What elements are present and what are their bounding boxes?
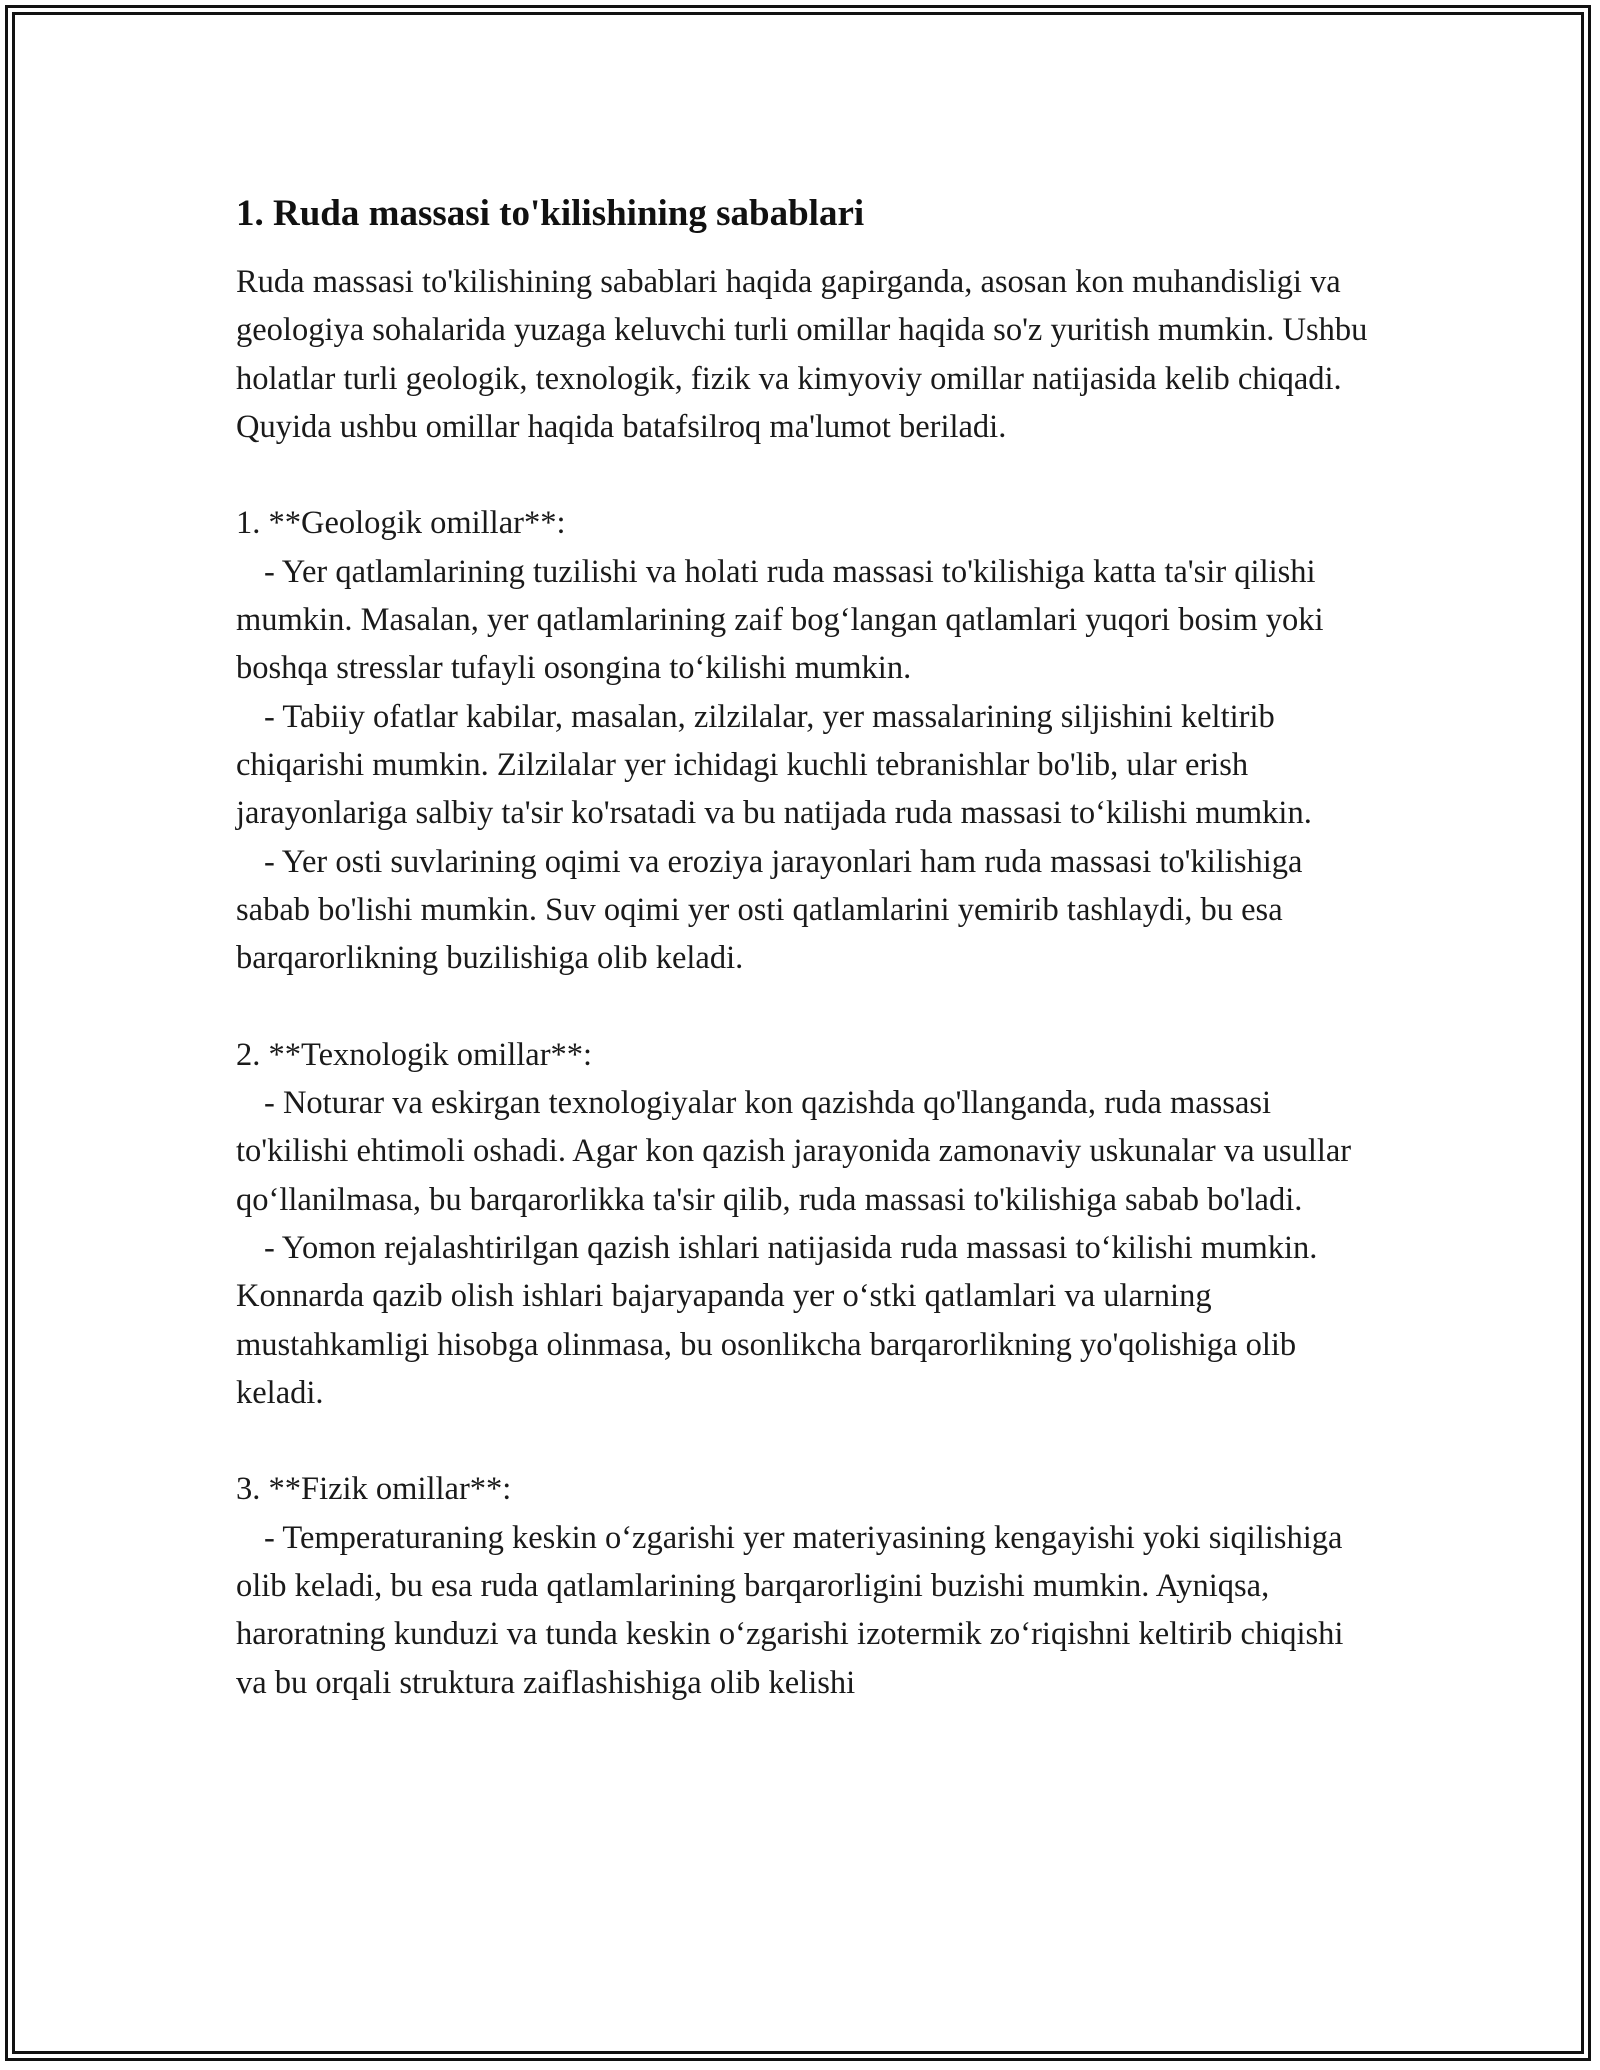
list-item: - Yomon rejalashtirilgan qazish ishlari natijasida ruda massasi to‘kilishi mumkin. Konnarda qazib olish ishlari bajaryapanda yer o‘stki qatlamlari va ularning mustahkamligi hisobga olinmasa, bu osonlikcha barqarorlikning yo'qolishiga olib keladi. [236,1229,1326,1411]
page-title: 1. Ruda massasi to'kilishining sabablari [236,193,865,234]
list-item: - Tabiiy ofatlar kabilar, masalan, zilzilalar, yer massalarining siljishini keltirib chiqarishi mumkin. Zilzilalar yer ichidagi kuchli tebranishlar bo'lib, ular erish jarayonlariga salbiy ta'sir ko'rsatadi va bu natijada ruda massasi to‘kilishi mumkin. [236,698,1312,832]
paragraph-spacer [236,451,1376,499]
intro-paragraph: Ruda massasi to'kilishining sabablari haqida gapirganda, asosan kon muhandisligi va geologiya sohalarida yuzaga keluvchi turli omillar haqida so'z yuritish mumkin. Ushbu holatlar turli geologik, texnologik, fizik va kimyoviy omillar natijasida kelib chiqadi. Quyida ushbu omillar haqida batafsilroq ma'lumot beriladi. [236,264,1376,445]
document-body [236,190,1376,1707]
list-item: - Yer osti suvlarining oqimi va eroziya jarayonlari ham ruda massasi to'kilishiga sabab bo'lishi mumkin. Suv oqimi yer osti qatlamlarini yemirib tashlaydi, bu esa barqarorlikning buzilishiga olib keladi. [236,843,1311,977]
list-item: - Temperaturaning keskin o‘zgarishi yer materiyasining kengayishi yoki siqilishiga olib keladi, bu esa ruda qatlamlarining barqarorligini buzishi mumkin. Ayniqsa, haroratning kunduzi va tunda keskin o‘zgarishi izotermik zo‘riqishni keltirib chiqishi va bu orqali struktura zaiflashishiga olib kelishi [236,1519,1352,1701]
list-item: - Noturar va eskirgan texnologiyalar kon qazishda qo'llanganda, ruda massasi to'kilishi ehtimoli oshadi. Agar kon qazish jarayonida zamonaviy uskunalar va usullar qo‘llanilmasa, bu barqarorlikka ta'sir qilib, ruda massasi to'kilishiga sabab bo'ladi. [236,1085,1360,1218]
section-title: 2. **Texnologik omillar**: [236,1036,593,1073]
section-geologik [236,499,1376,982]
section-texnologik [236,1031,1376,1417]
section-fizik [236,1465,1376,1706]
section-title: 1. **Geologik omillar**: [236,505,566,542]
list-item: - Yer qatlamlarining tuzilishi va holati ruda massasi to'kilishiga katta ta'sir qilishi mumkin. Masalan, yer qatlamlarining zaif bog‘langan qatlamlari yuqori bosim yoki boshqa stresslar tufayli osongina to‘kilishi mumkin. [236,553,1332,687]
section-title: 3. **Fizik omillar**: [236,1471,512,1508]
paragraph-spacer [236,1417,1376,1465]
paragraph-spacer [236,982,1376,1030]
